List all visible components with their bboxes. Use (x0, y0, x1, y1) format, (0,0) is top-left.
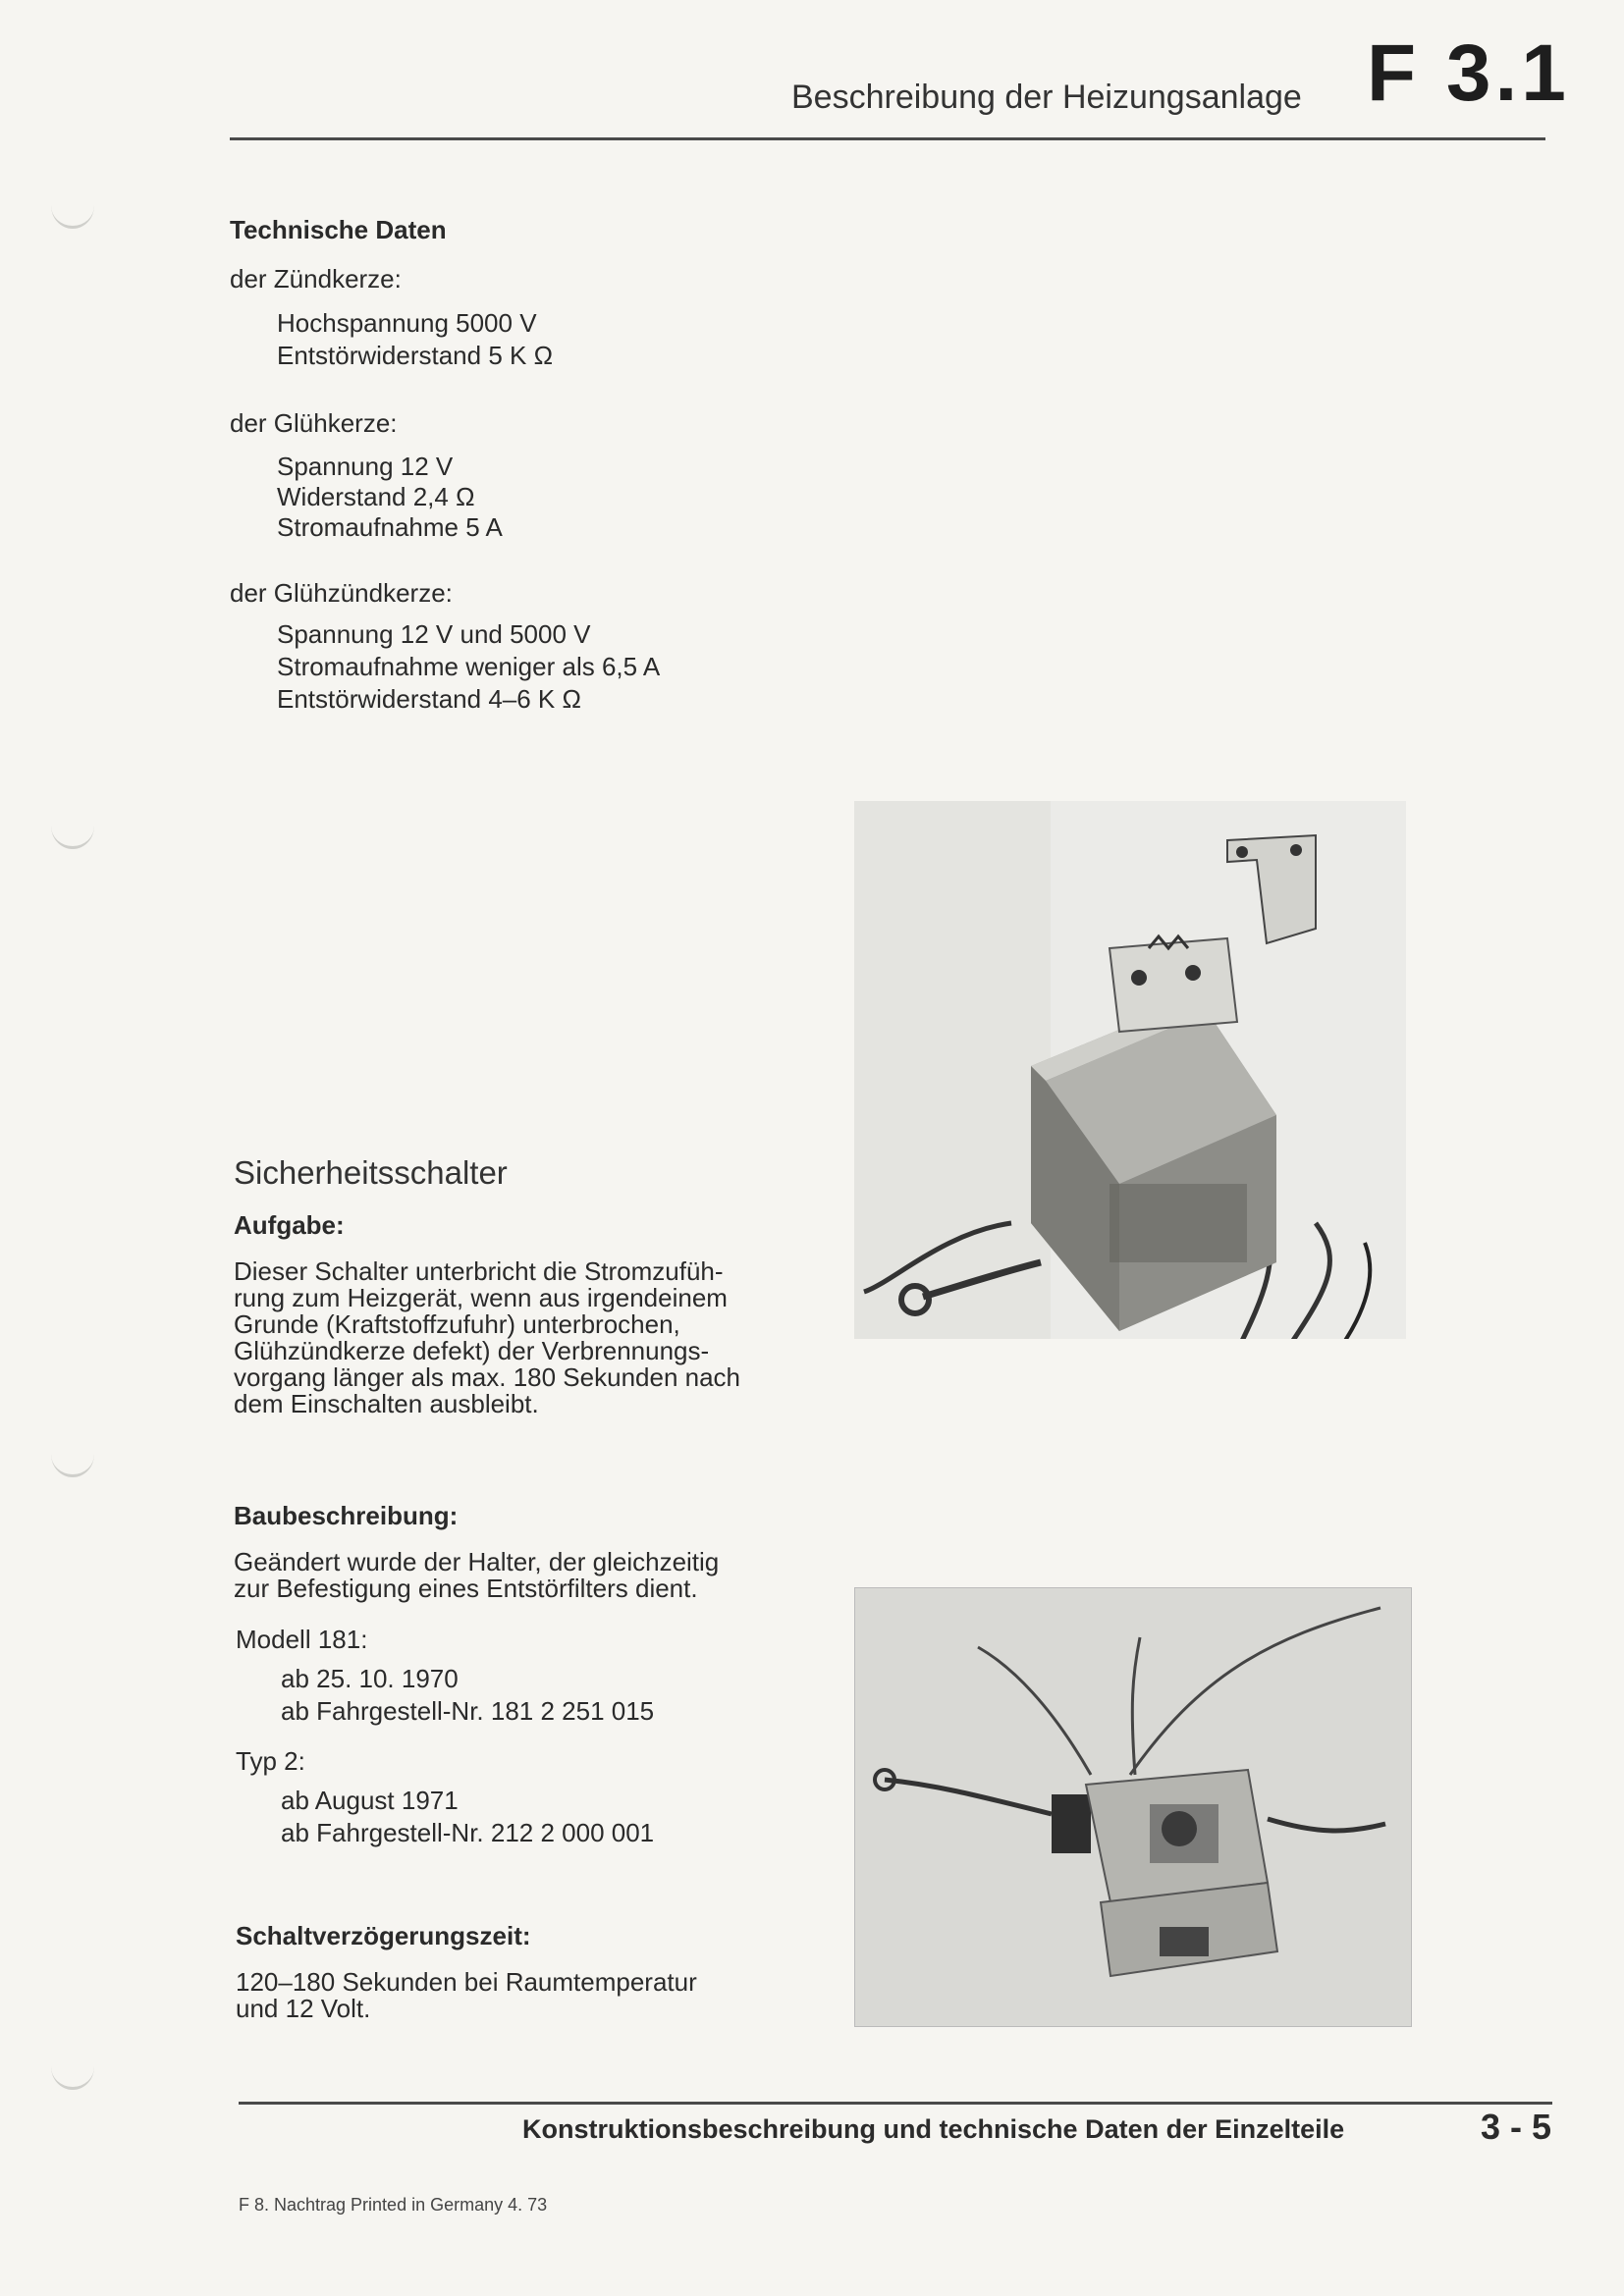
construction-heading: Baubeschreibung: (234, 1501, 459, 1530)
text-line: Dieser Schalter unterbricht die Stromzufüh- (234, 1256, 724, 1286)
safety-switch-photo (854, 801, 1406, 1339)
safety-switch-title: Sicherheitsschalter (234, 1154, 508, 1191)
model-values (281, 1663, 654, 1728)
text-line: dem Einschalten ausbleibt. (234, 1389, 539, 1418)
text-line: ab 25. 10. 1970 (281, 1664, 459, 1693)
glow-plug-values (277, 452, 503, 543)
header-rule (230, 137, 1545, 140)
spec-line: Entstörwiderstand 4–6 K Ω (277, 684, 581, 714)
spec-line: Stromaufnahme weniger als 6,5 A (277, 652, 661, 681)
print-line: F 8. Nachtrag Printed in Germany 4. 73 (239, 2195, 548, 2215)
text-line: rung zum Heizgerät, wenn aus irgendeinem (234, 1283, 728, 1312)
delay-heading: Schaltverzögerungszeit: (236, 1921, 531, 1950)
spec-line: Spannung 12 V und 5000 V (277, 619, 591, 649)
task-text (234, 1258, 740, 1417)
text-line: zur Befestigung eines Entstörfilters dient. (234, 1574, 698, 1603)
punch-hole-mark (51, 2044, 94, 2090)
text-line: Grunde (Kraftstoffzufuhr) unterbrochen, (234, 1309, 680, 1339)
text-line: vorgang länger als max. 180 Sekunden nach (234, 1362, 741, 1392)
spec-line: Stromaufnahme 5 A (277, 512, 503, 542)
text-line: ab Fahrgestell-Nr. 181 2 251 015 (281, 1696, 655, 1726)
glow-ignition-plug-label: der Glühzündkerze: (230, 578, 453, 608)
spec-line: Widerstand 2,4 Ω (277, 482, 475, 511)
task-heading: Aufgabe: (234, 1210, 345, 1240)
section-number: F 3.1 (1367, 28, 1570, 118)
type-values (281, 1785, 654, 1849)
glow-plug-label: der Glühkerze: (230, 408, 398, 438)
footer-title: Konstruktionsbeschreibung und technische Daten der Einzelteile (522, 2114, 1345, 2144)
page-header-title: Beschreibung der Heizungsanlage (791, 79, 1302, 116)
punch-hole-mark (51, 183, 94, 229)
switch-with-filter-photo (854, 1587, 1412, 2027)
text-line: 120–180 Sekunden bei Raumtemperatur (236, 1967, 697, 1997)
footer-rule (239, 2102, 1552, 2105)
spark-plug-label: der Zündkerze: (230, 264, 402, 294)
construction-text (234, 1549, 719, 1602)
punch-hole-mark (51, 1431, 94, 1477)
safety-switch-illustration (854, 801, 1406, 1339)
text-line: Geändert wurde der Halter, der gleichzeitig (234, 1547, 720, 1576)
delay-text (236, 1969, 697, 2022)
switch-with-filter-illustration (855, 1588, 1411, 2026)
model-label: Modell 181: (236, 1625, 368, 1654)
text-line: Glühzündkerze defekt) der Verbrennungs- (234, 1336, 710, 1365)
punch-hole-mark (51, 803, 94, 849)
spec-line: Entstörwiderstand 5 K Ω (277, 341, 554, 370)
text-line: ab August 1971 (281, 1786, 459, 1815)
text-line: und 12 Volt. (236, 1994, 371, 2023)
tech-data-heading: Technische Daten (230, 215, 447, 244)
spark-plug-values (277, 307, 553, 372)
text-line: ab Fahrgestell-Nr. 212 2 000 001 (281, 1818, 655, 1847)
spec-line: Spannung 12 V (277, 452, 454, 481)
glow-ignition-plug-values (277, 618, 660, 716)
page-number: 3 - 5 (1481, 2107, 1552, 2147)
spec-line: Hochspannung 5000 V (277, 308, 537, 338)
type-label: Typ 2: (236, 1746, 305, 1776)
